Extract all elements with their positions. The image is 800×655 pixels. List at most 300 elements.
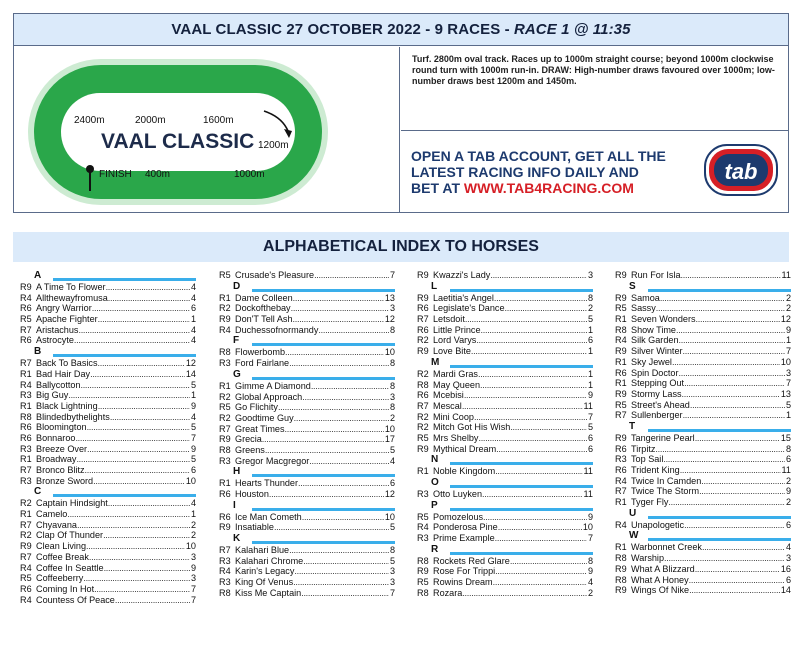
horse-row <box>20 520 196 531</box>
leader-dots <box>294 413 389 424</box>
letter-label: H <box>233 466 241 478</box>
horse-row <box>20 563 196 574</box>
horse-name: Sassy <box>631 303 656 314</box>
leader-dots <box>285 424 384 435</box>
saddle-number: 4 <box>190 282 196 292</box>
horse-row <box>615 357 791 368</box>
race-number: R1 <box>615 314 627 325</box>
marker-2400: 2400m <box>74 115 105 126</box>
race-number: R1 <box>20 368 32 379</box>
saddle-number: 5 <box>389 444 395 455</box>
saddle-number: 1 <box>190 314 196 325</box>
race-title-main: VAAL CLASSIC 27 OCTOBER 2022 - 9 RACES - <box>171 21 514 38</box>
letter-heading <box>219 335 395 347</box>
race-number: R3 <box>219 358 231 369</box>
race-number: R4 <box>20 594 32 605</box>
finish-label: FINISH <box>99 169 132 180</box>
horse-row <box>615 368 791 379</box>
letter-heading <box>20 486 196 498</box>
race-number: R2 <box>219 303 231 314</box>
race-number: R4 <box>20 562 32 573</box>
leader-dots <box>106 282 190 293</box>
horse-row <box>219 314 395 325</box>
horse-row <box>417 444 593 455</box>
horse-name: Ponderosa Pine <box>433 522 498 533</box>
race-number: R1 <box>20 509 32 520</box>
saddle-number: 3 <box>785 553 791 564</box>
section-divider <box>252 377 395 380</box>
leader-dots <box>684 520 785 531</box>
race-number: R7 <box>615 410 627 421</box>
leader-dots <box>465 314 587 325</box>
saddle-number: 10 <box>384 423 395 434</box>
letter-label: W <box>629 530 639 542</box>
horse-name: What A Honey <box>631 574 689 585</box>
leader-dots <box>265 445 389 456</box>
horse-name: Samoa <box>631 292 660 303</box>
saddle-number: 9 <box>587 390 593 401</box>
horse-name: Grecia <box>235 434 262 445</box>
race-number: R8 <box>20 411 32 422</box>
leader-dots <box>302 512 384 523</box>
horse-name: Bonnaroo <box>36 432 76 443</box>
horse-name: Big Guy <box>36 390 69 401</box>
letter-label: B <box>34 346 42 358</box>
horse-name: Gregor Macgregor <box>235 455 310 466</box>
letter-label: K <box>233 533 241 545</box>
leader-dots <box>684 378 785 389</box>
horse-row <box>20 444 196 455</box>
race-number: R7 <box>20 519 32 530</box>
leader-dots <box>495 466 582 477</box>
horse-row <box>20 293 196 304</box>
horse-row <box>219 347 395 358</box>
horse-row <box>417 533 593 544</box>
saddle-number: 10 <box>582 522 593 533</box>
saddle-number: 1 <box>785 410 791 421</box>
race-number: R8 <box>615 574 627 585</box>
race-number: R6 <box>615 465 627 475</box>
saddle-number: 8 <box>389 358 395 369</box>
horse-name: Kwazzi's Lady <box>433 270 491 280</box>
horse-name: Dame Colleen <box>235 292 293 303</box>
leader-dots <box>110 412 190 423</box>
horse-row <box>615 378 791 389</box>
leader-dots <box>476 335 587 346</box>
leader-dots <box>89 552 190 563</box>
leader-dots <box>68 390 190 401</box>
section-divider <box>648 538 791 541</box>
horse-row <box>417 566 593 577</box>
race-number: R9 <box>615 585 627 596</box>
horse-row <box>615 520 791 531</box>
saddle-number: 9 <box>785 486 791 497</box>
horse-row <box>20 412 196 423</box>
letter-label: N <box>431 454 439 466</box>
leader-dots <box>701 476 785 487</box>
leader-dots <box>289 358 389 369</box>
horse-row <box>20 541 196 552</box>
promo-line-3 <box>411 180 634 196</box>
horse-name: Stepping Out <box>631 378 685 389</box>
race-number: R3 <box>417 533 429 544</box>
leader-dots <box>510 422 587 433</box>
section-divider <box>450 289 593 292</box>
letter-group <box>219 270 395 281</box>
leader-dots <box>490 270 587 281</box>
saddle-number: 6 <box>587 335 593 346</box>
marker-1000: 1000m <box>234 169 265 180</box>
leader-dots <box>679 335 785 346</box>
horse-row <box>615 575 791 586</box>
horse-name: Apache Fighter <box>36 314 98 325</box>
section-divider <box>252 541 395 544</box>
saddle-number: 9 <box>190 400 196 411</box>
leader-dots <box>115 595 190 606</box>
horse-name: Unapologetic <box>631 519 685 530</box>
saddle-number: 5 <box>587 422 593 433</box>
horse-row <box>615 293 791 304</box>
race-number: R7 <box>219 545 231 556</box>
race-number: R3 <box>219 577 231 588</box>
leader-dots <box>680 465 781 476</box>
horse-name: Mitch Got His Wish <box>433 422 511 433</box>
letter-heading <box>219 500 395 512</box>
horse-name: Silver Winter <box>631 346 683 357</box>
letter-group <box>417 270 593 281</box>
saddle-number: 9 <box>587 511 593 522</box>
race-number: R7 <box>20 324 32 335</box>
section-divider <box>252 289 395 292</box>
horse-row <box>615 389 791 400</box>
horse-row <box>219 545 395 556</box>
section-divider <box>648 289 791 292</box>
horse-row <box>219 424 395 435</box>
saddle-number: 10 <box>780 356 791 367</box>
section-divider <box>252 508 395 511</box>
saddle-number: 8 <box>587 555 593 566</box>
index-column-1 <box>20 270 196 605</box>
leader-dots <box>87 444 190 455</box>
saddle-number: 3 <box>389 566 395 577</box>
saddle-number: 9 <box>785 324 791 335</box>
saddle-number: 2 <box>785 475 791 486</box>
letter-heading <box>417 544 593 556</box>
letter-heading <box>615 530 791 542</box>
leader-dots <box>690 400 785 411</box>
letter-label: A <box>34 270 42 281</box>
race-number: R9 <box>417 566 429 577</box>
race-number: R4 <box>615 519 627 530</box>
horse-row <box>219 270 395 281</box>
leader-dots <box>478 369 587 380</box>
race-number: R4 <box>20 292 32 303</box>
race-header-box <box>13 13 789 213</box>
saddle-number: 10 <box>384 347 395 358</box>
leader-dots <box>298 478 389 489</box>
letter-group <box>615 281 791 421</box>
horse-row <box>20 552 196 563</box>
horse-row <box>417 466 593 477</box>
letter-label: M <box>431 356 440 368</box>
horse-name: Rozara <box>433 587 463 598</box>
saddle-number: 1 <box>587 368 593 379</box>
leader-dots <box>683 410 785 421</box>
race-number: R6 <box>417 390 429 401</box>
saddle-number: 6 <box>785 574 791 585</box>
leader-dots <box>478 433 586 444</box>
horse-name: Flowerbomb <box>235 347 286 358</box>
letter-label: G <box>233 368 241 380</box>
saddle-number: 2 <box>785 292 791 303</box>
leader-dots <box>471 346 587 357</box>
horse-row <box>20 358 196 369</box>
leader-dots <box>510 556 587 567</box>
saddle-number: 2 <box>190 530 196 541</box>
section-divider <box>450 365 593 368</box>
race-number: R6 <box>20 303 32 314</box>
saddle-number: 9 <box>190 443 196 454</box>
saddle-number: 12 <box>384 314 395 325</box>
saddle-number: 9 <box>190 562 196 573</box>
horse-row <box>20 401 196 412</box>
leader-dots <box>80 380 189 391</box>
horse-name: Don'T Tell Ash <box>235 314 293 325</box>
race-number: R6 <box>20 432 32 443</box>
horse-row <box>219 434 395 445</box>
horse-row <box>20 595 196 606</box>
horse-row <box>20 380 196 391</box>
letter-heading <box>417 477 593 489</box>
leader-dots <box>85 465 190 476</box>
promo-line-1: OPEN A TAB ACCOUNT, GET ALL THE <box>411 148 666 164</box>
tab-promo <box>401 130 788 212</box>
horse-name: Spin Doctor <box>631 367 679 378</box>
race-number: R1 <box>20 400 32 411</box>
saddle-number: 12 <box>780 314 791 325</box>
race-number: R3 <box>20 443 32 454</box>
section-divider <box>450 485 593 488</box>
horse-name: Mini Coop <box>433 411 474 422</box>
leader-dots <box>689 585 780 596</box>
horse-row <box>219 588 395 599</box>
saddle-number: 4 <box>389 455 395 466</box>
letter-group <box>417 454 593 477</box>
leader-dots <box>103 530 190 541</box>
horse-name: Letsdoit <box>433 314 465 325</box>
horse-row <box>20 369 196 380</box>
marker-1200: 1200m <box>258 140 289 151</box>
saddle-number: 7 <box>785 346 791 357</box>
race-number: R8 <box>615 553 627 564</box>
leader-dots <box>496 444 587 455</box>
race-number: R5 <box>417 511 429 522</box>
finish-post-head <box>86 165 94 173</box>
leader-dots <box>695 433 780 444</box>
horse-name: Tangerine Pearl <box>631 432 695 443</box>
horse-row <box>219 358 395 369</box>
saddle-number: 7 <box>587 411 593 422</box>
saddle-number: 8 <box>389 380 395 391</box>
saddle-number: 5 <box>190 379 196 390</box>
horse-row <box>20 498 196 509</box>
saddle-number: 1 <box>190 509 196 520</box>
letter-group <box>417 357 593 455</box>
horse-name: Kalahari Blue <box>235 545 290 556</box>
letter-label: S <box>629 280 636 292</box>
track-map-svg <box>14 47 400 212</box>
index-column-4 <box>615 270 791 596</box>
leader-dots <box>94 584 190 595</box>
horse-name: Kiss Me Captain <box>235 587 302 598</box>
saddle-number: 1 <box>587 324 593 335</box>
race-number: R1 <box>20 454 32 465</box>
saddle-number: 5 <box>190 422 196 433</box>
letter-group <box>20 270 196 346</box>
horse-row <box>615 325 791 336</box>
saddle-number: 5 <box>587 314 593 325</box>
letter-group <box>615 270 791 281</box>
letter-group <box>615 421 791 508</box>
horse-name: Bloomington <box>36 422 87 433</box>
race-number: R2 <box>417 335 429 346</box>
horse-name: Ford Fairlane <box>235 358 290 369</box>
horse-name: Dockofthebay <box>235 303 291 314</box>
horse-row <box>615 465 791 476</box>
race-number: R8 <box>219 444 231 455</box>
race-number: R9 <box>417 346 429 357</box>
horse-row <box>615 486 791 497</box>
section-divider <box>648 429 791 432</box>
letter-group <box>20 346 196 486</box>
race-number: R8 <box>219 587 231 598</box>
horse-row <box>20 325 196 336</box>
leader-dots <box>474 412 587 423</box>
race-number: R7 <box>417 314 429 325</box>
saddle-number: 14 <box>780 585 791 596</box>
leader-dots <box>93 476 185 487</box>
leader-dots <box>98 314 190 325</box>
race-number: R3 <box>20 390 32 401</box>
saddle-number: 2 <box>785 497 791 508</box>
horse-name: Kalahari Chrome <box>235 555 304 566</box>
race-number: R9 <box>219 314 231 325</box>
horse-row <box>20 390 196 401</box>
horse-name: Mcebisi <box>433 390 464 401</box>
race-number: R6 <box>20 583 32 594</box>
leader-dots <box>699 486 785 497</box>
saddle-number: 13 <box>780 388 791 399</box>
horse-name: Broadway <box>36 454 77 465</box>
saddle-number: 11 <box>583 400 593 411</box>
horse-name: Noble Kingdom <box>433 466 496 477</box>
saddle-number: 4 <box>190 335 196 346</box>
promo-url-link[interactable]: WWW.TAB4RACING.COM <box>463 180 634 196</box>
saddle-number: 3 <box>190 573 196 584</box>
race-number: R5 <box>219 402 231 413</box>
saddle-number: 5 <box>389 555 395 566</box>
horse-row <box>219 489 395 500</box>
race-number: R2 <box>219 391 231 402</box>
race-number: R9 <box>615 432 627 443</box>
horse-row <box>417 588 593 599</box>
horse-row <box>219 413 395 424</box>
letter-heading <box>219 466 395 478</box>
leader-dots <box>289 545 389 556</box>
race-number: R9 <box>219 434 231 445</box>
saddle-number: 8 <box>389 545 395 556</box>
letter-label: O <box>431 477 439 488</box>
letter-heading <box>219 533 395 545</box>
horse-name: Trident King <box>631 465 680 475</box>
leader-dots <box>98 358 185 369</box>
letter-heading <box>615 421 791 433</box>
horse-row <box>417 489 593 500</box>
horse-name: Rockets Red Glare <box>433 555 510 566</box>
horse-name: Sullenberger <box>631 410 683 421</box>
saddle-number: 8 <box>785 443 791 454</box>
horse-row <box>20 335 196 346</box>
race-number: R3 <box>219 455 231 466</box>
race-number: R1 <box>417 466 429 477</box>
race-number: R2 <box>417 368 429 379</box>
leader-dots <box>664 553 785 564</box>
letter-group <box>219 335 395 368</box>
horse-name: Twice In Camden <box>631 475 702 486</box>
race-number: R5 <box>417 577 429 588</box>
leader-dots <box>104 563 190 574</box>
letter-group <box>219 466 395 499</box>
leader-dots <box>505 303 587 314</box>
horse-name: Tirpitz <box>631 443 656 454</box>
saddle-number: 10 <box>384 511 395 522</box>
horse-name: Camelo <box>36 509 68 520</box>
saddle-number: 17 <box>384 434 395 445</box>
saddle-number: 11 <box>781 465 791 475</box>
letter-label: L <box>431 280 438 292</box>
horse-row <box>615 476 791 487</box>
race-number: R9 <box>615 270 627 280</box>
race-number: R9 <box>417 270 429 280</box>
leader-dots <box>660 293 785 304</box>
horse-row <box>219 456 395 467</box>
race-number: R5 <box>615 399 627 410</box>
leader-dots <box>702 542 785 553</box>
saddle-number: 5 <box>389 522 395 533</box>
saddle-number: 15 <box>780 432 791 443</box>
horse-row <box>615 346 791 357</box>
leader-dots <box>672 357 780 368</box>
leader-dots <box>663 454 785 465</box>
horse-row <box>417 293 593 304</box>
horse-name: Clap Of Thunder <box>36 530 104 541</box>
saddle-number: 10 <box>185 541 196 552</box>
horse-name: Twice The Storm <box>631 486 700 497</box>
horse-row <box>219 556 395 567</box>
race-number: R1 <box>615 497 627 508</box>
race-number: R2 <box>417 411 429 422</box>
leader-dots <box>668 497 785 508</box>
horse-name: Bronze Sword <box>36 475 94 486</box>
horse-row <box>417 422 593 433</box>
horse-name: King Of Venus <box>235 577 294 588</box>
horse-row <box>417 522 593 533</box>
race-number: R4 <box>615 475 627 486</box>
section-divider <box>53 354 196 357</box>
race-number: R6 <box>20 422 32 433</box>
saddle-number: 7 <box>389 587 395 598</box>
horse-name: Bronco Blitz <box>36 465 85 475</box>
